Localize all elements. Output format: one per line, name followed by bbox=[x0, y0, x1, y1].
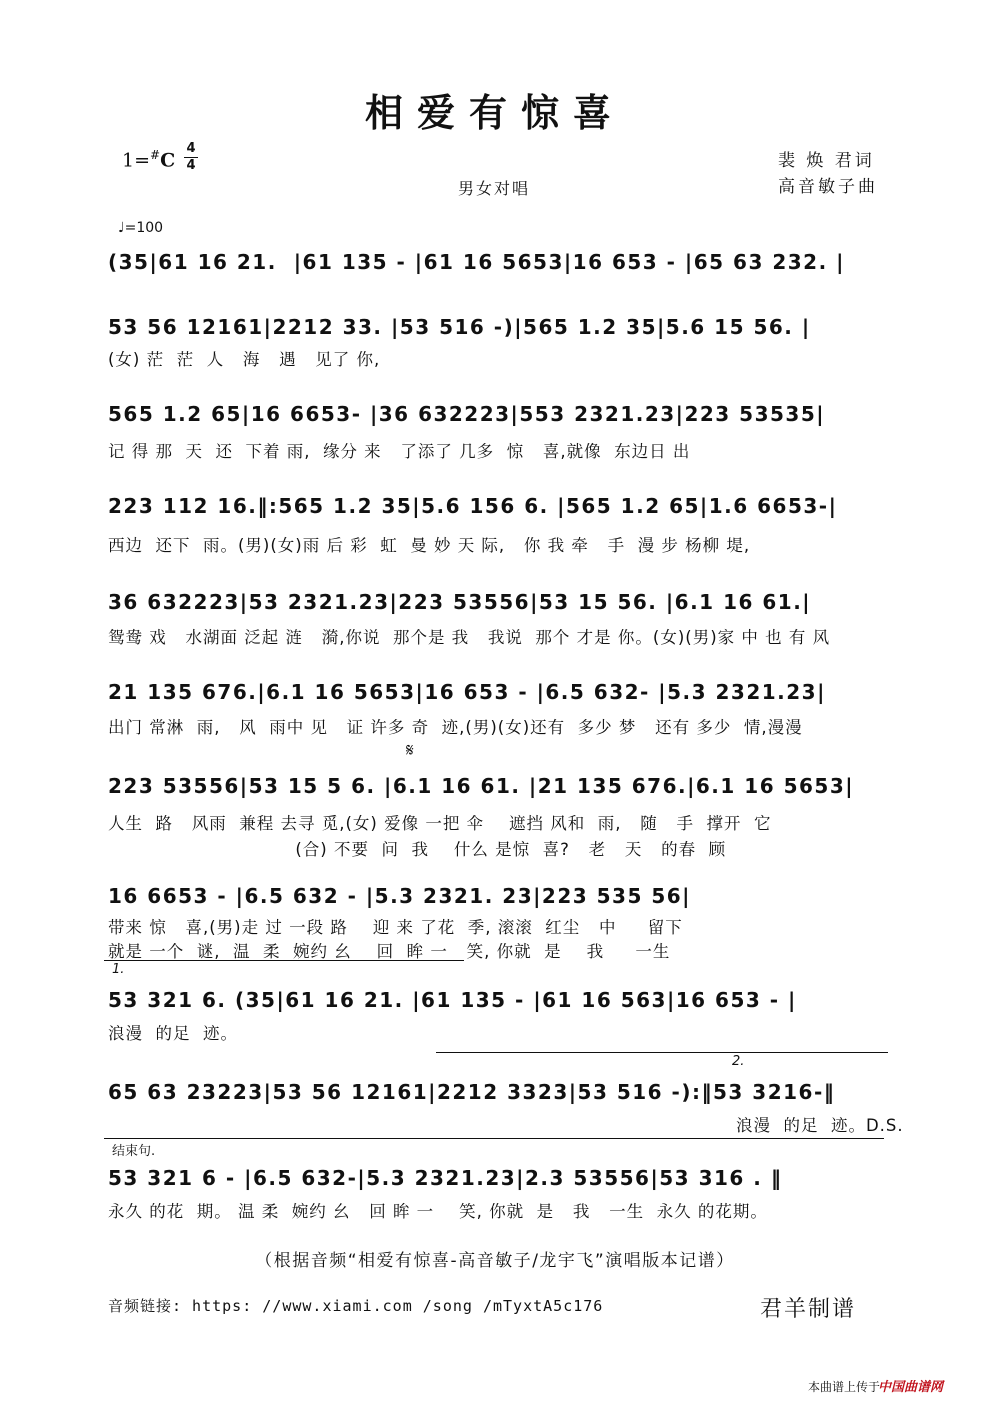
lyric-line-9: 就是 一个 谜, 温 柔 婉约 幺 回 眸 一 笑, 你就 是 我 一生 bbox=[108, 942, 671, 961]
page-title: 相爱有惊喜 bbox=[364, 90, 625, 135]
notation-text: (35|61 16 21. |61 135 - |61 16 5653|16 653 - |65 63 232. | bbox=[108, 250, 845, 274]
score-row-1 bbox=[108, 250, 896, 294]
notation-text: 21 135 676.|6.1 16 5653|16 653 - |6.5 632- |5.3 2321.23| bbox=[108, 680, 826, 704]
notation-text: 53 321 6. (35|61 16 21. |61 135 - |61 16 563|16 653 - | bbox=[108, 988, 797, 1012]
score-row-2 bbox=[108, 315, 896, 359]
segno-mark: 𝄋 bbox=[406, 740, 414, 761]
lyric-line-7: (合) 不要 问 我 什么 是惊 喜? 老 天 的春 顾 bbox=[108, 840, 727, 859]
notation-text: 53 321 6 - |6.5 632-|5.3 2321.23|2.3 53556|53 316 . ‖ bbox=[108, 1166, 783, 1190]
lyric-line-3: 西边 还下 雨。(男)(女)雨 后 彩 虹 曼 妙 天 际, 你 我 牵 手 漫 步 杨柳 堤, bbox=[108, 536, 751, 555]
key-label: 1= bbox=[122, 149, 151, 172]
notation-text: 223 112 16.‖:565 1.2 35|5.6 156 6. |565 1.2 65|1.6 6653-| bbox=[108, 494, 838, 518]
ending-1-mark: 1. bbox=[112, 962, 125, 977]
lyric-line-12: 永久 的花 期。 温 柔 婉约 幺 回 眸 一 笑, 你就 是 我 一生 永久 的花期。 bbox=[108, 1202, 768, 1221]
credits bbox=[778, 148, 878, 200]
tempo-marking: ♩=100 bbox=[118, 220, 164, 236]
notation-text: 65 63 23223|53 56 12161|2212 3323|53 516 -):‖53 3216-‖ bbox=[108, 1080, 836, 1104]
source-note: （根据音频“相爱有惊喜-高音敏子/龙宇飞”演唱版本记谱） bbox=[255, 1251, 735, 1271]
notation-text: 36 632223|53 2321.23|223 53556|53 15 56. |6.1 16 61.| bbox=[108, 590, 812, 614]
meter-top: 4 bbox=[186, 141, 196, 156]
composer: 高音敏子曲 bbox=[778, 177, 878, 197]
audio-link[interactable]: 音频链接: https: //www.xiami.com /song /mTyxtA5c176 bbox=[108, 1297, 604, 1315]
notation-text: 53 56 12161|2212 33. |53 516 -)|565 1.2 35|5.6 15 56. | bbox=[108, 315, 811, 339]
lyric-line-11: 浪漫 的足 迹。D.S. bbox=[736, 1116, 904, 1135]
arranger-signature: 君羊制谱 bbox=[760, 1297, 857, 1322]
key-signature bbox=[122, 148, 175, 171]
notation-text: 16 6653 - |6.5 632 - |5.3 2321. 23|223 535 56| bbox=[108, 884, 691, 908]
lyric-line-8: 带来 惊 喜,(男)走 过 一段 路 迎 来 了花 季, 滚滚 红尘 中 留下 bbox=[108, 918, 683, 937]
ending-2-mark: 2. bbox=[732, 1054, 745, 1069]
key-note: C bbox=[160, 149, 176, 172]
site-logo[interactable]: 中国曲谱网 bbox=[878, 1380, 944, 1395]
lyric-line-5: 出门 常淋 雨, 风 雨中 见 证 许多 奇 迹,(男)(女)还有 多少 梦 还有 多少 情,漫漫 bbox=[108, 718, 803, 737]
coda-label: 结束句. bbox=[112, 1144, 156, 1159]
lyric-line-4: 鸳鸯 戏 水湖面 泛起 涟 漪,你说 那个是 我 我说 那个 才是 你。(女)(男)家 中 也 有 风 bbox=[108, 628, 831, 647]
lyric-line-6: 人生 路 风雨 兼程 去寻 觅,(女) 爱像 一把 伞 遮挡 风和 雨, 随 手 撑开 它 bbox=[108, 814, 772, 833]
lyric-line-2: 记 得 那 天 还 下着 雨, 缘分 来 了添了 几多 惊 喜,就像 东边日 出 bbox=[108, 442, 691, 461]
notation-text: 223 53556|53 15 5 6. |6.1 16 61. |21 135 676.|6.1 16 5653| bbox=[108, 774, 855, 798]
lyricist: 裴 焕 君词 bbox=[778, 151, 875, 171]
subtitle: 男女对唱 bbox=[458, 179, 531, 198]
upload-text: 本曲谱上传于 bbox=[808, 1380, 881, 1394]
sharp-sign: # bbox=[150, 148, 161, 162]
notation-text: 565 1.2 65|16 6653- |36 632223|553 2321.23|223 53535| bbox=[108, 402, 826, 426]
lyric-line-1: (女) 茫 茫 人 海 遇 见了 你, bbox=[108, 350, 381, 369]
meter-bottom: 4 bbox=[186, 158, 196, 173]
lyric-line-10: 浪漫 的足 迹。 bbox=[108, 1024, 238, 1043]
time-signature bbox=[184, 142, 198, 173]
